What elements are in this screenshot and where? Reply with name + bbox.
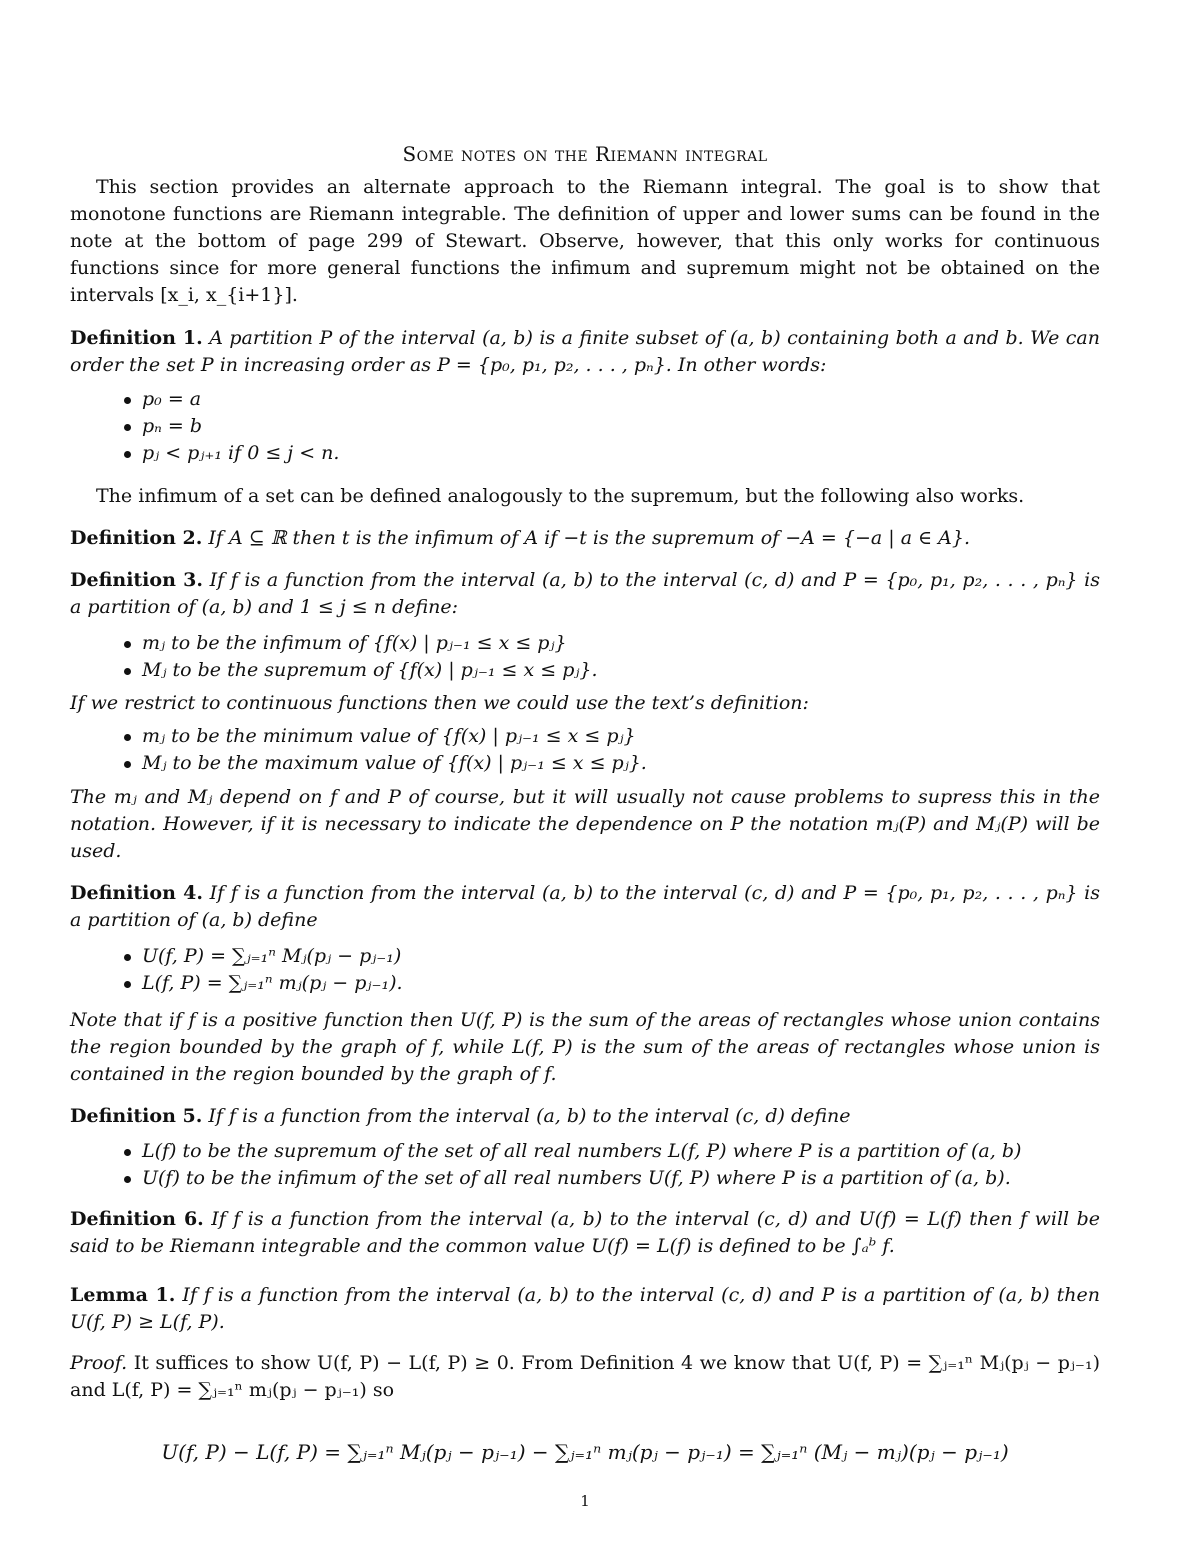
definition-2-text: If A ⊆ ℝ then t is the infimum of A if −t is the supremum of −A = {−a | a ∈ A}. (208, 527, 971, 549)
definition-3-list (118, 630, 1098, 684)
page-number: 1 (580, 1492, 590, 1510)
definition-5-head: Definition 5. (70, 1105, 203, 1127)
proof-text: It suffices to show U(f, P) − L(f, P) ≥ 0. From Definition 4 we know that U(f, P) = ∑ⱼ₌₁ⁿ Mⱼ(pⱼ − pⱼ₋₁) and L(f, P) = ∑ⱼ₌₁ⁿ mⱼ(pⱼ − pⱼ₋₁) so (70, 1352, 1100, 1401)
definition-4-list (118, 943, 1098, 997)
definition-1-list (118, 386, 1098, 467)
intro-paragraph: This section provides an alternate approach to the Riemann integral. The goal is to show that monotone functions are Riemann integrable. The definition of upper and lower sums can be found in the note at the bottom of page 299 of Stewart. Observe, however, that this only works for continuous functions since for more general functions the infimum and supremum might not be obtained on the intervals [x_i, x_{i+1}]. (70, 176, 1100, 306)
definition-2 (70, 525, 1100, 552)
definition-3-restrict: If we restrict to continuous functions then we could use the text’s definition: (70, 692, 809, 714)
definition-3 (70, 567, 1100, 621)
lemma-1 (70, 1282, 1100, 1336)
definition-4-note: Note that if f is a positive function then U(f, P) is the sum of the areas of rectangles whose union contains the region bounded by the graph of f, while L(f, P) is the sum of the areas of rectangles whose union is contained in the region bounded by the graph of f. (70, 1009, 1100, 1085)
definition-5 (70, 1103, 1100, 1130)
list-item: mⱼ to be the infimum of {f(x) | pⱼ₋₁ ≤ x ≤ pⱼ} (118, 630, 1098, 657)
list-item: mⱼ to be the minimum value of {f(x) | pⱼ₋₁ ≤ x ≤ pⱼ} (118, 723, 1098, 750)
definition-6 (70, 1206, 1100, 1260)
definition-4 (70, 880, 1100, 934)
proof-head: Proof. (70, 1352, 128, 1374)
list-item: U(f) to be the infimum of the set of all real numbers U(f, P) where P is a partition of (a, b). (118, 1165, 1098, 1192)
list-item: U(f, P) = ∑ⱼ₌₁ⁿ Mⱼ(pⱼ − pⱼ₋₁) (118, 943, 1098, 970)
definition-1-text: A partition P of the interval (a, b) is a finite subset of (a, b) containing both a and b. We can order the set P in increasing order as P = {p₀, p₁, p₂, . . . , pₙ}. In other words: (70, 327, 1100, 376)
definition-2-head: Definition 2. (70, 527, 203, 549)
definition-4-head: Definition 4. (70, 882, 203, 904)
definition-4-text: If f is a function from the interval (a, b) to the interval (c, d) and P = {p₀, p₁, p₂, . . . , pₙ} is a partition of (a, b) define (70, 882, 1100, 931)
definition-5-text: If f is a function from the interval (a, b) to the interval (c, d) define (208, 1105, 851, 1127)
proof (70, 1350, 1100, 1404)
definition-5-list (118, 1138, 1098, 1192)
definition-3-head: Definition 3. (70, 569, 203, 591)
list-item: Mⱼ to be the maximum value of {f(x) | pⱼ₋₁ ≤ x ≤ pⱼ}. (118, 750, 1098, 777)
list-item: L(f, P) = ∑ⱼ₌₁ⁿ mⱼ(pⱼ − pⱼ₋₁). (118, 970, 1098, 997)
list-item: Mⱼ to be the supremum of {f(x) | pⱼ₋₁ ≤ x ≤ pⱼ}. (118, 657, 1098, 684)
infimum-note: The infimum of a set can be defined analogously to the supremum, but the following also works. (96, 485, 1025, 507)
lemma-1-text: If f is a function from the interval (a, b) to the interval (c, d) and P is a partition of (a, b) then U(f, P) ≥ L(f, P). (70, 1284, 1100, 1333)
definition-1-head: Definition 1. (70, 327, 203, 349)
definition-3-note: The mⱼ and Mⱼ depend on f and P of course, but it will usually not cause problems to supress this in the notation. However, if it is necessary to indicate the dependence on P the notation mⱼ(P) and Mⱼ(P) will be used. (70, 786, 1100, 862)
list-item: pₙ = b (118, 413, 1098, 440)
list-item: pⱼ < pⱼ₊₁ if 0 ≤ j < n. (118, 440, 1098, 467)
list-item: p₀ = a (118, 386, 1098, 413)
lemma-1-head: Lemma 1. (70, 1284, 176, 1306)
definition-1 (70, 325, 1100, 379)
page-title: Some notes on the Riemann integral (402, 142, 768, 166)
definition-6-text: If f is a function from the interval (a, b) to the interval (c, d) and U(f) = L(f) then f will be said to be Riemann integrable and the common value U(f) = L(f) is defined to be ∫ₐᵇ f. (70, 1208, 1100, 1257)
display-equation: U(f, P) − L(f, P) = ∑ⱼ₌₁ⁿ Mⱼ(pⱼ − pⱼ₋₁) − ∑ⱼ₌₁ⁿ mⱼ(pⱼ − pⱼ₋₁) = ∑ⱼ₌₁ⁿ (Mⱼ − mⱼ)(pⱼ − pⱼ₋₁) (161, 1440, 1009, 1464)
list-item: L(f) to be the supremum of the set of all real numbers L(f, P) where P is a partition of (a, b) (118, 1138, 1098, 1165)
definition-6-head: Definition 6. (70, 1208, 204, 1230)
definition-3-text: If f is a function from the interval (a, b) to the interval (c, d) and P = {p₀, p₁, p₂, . . . , pₙ} is a partition of (a, b) and 1 ≤ j ≤ n define: (70, 569, 1100, 618)
definition-3-list-continuous (118, 723, 1098, 777)
